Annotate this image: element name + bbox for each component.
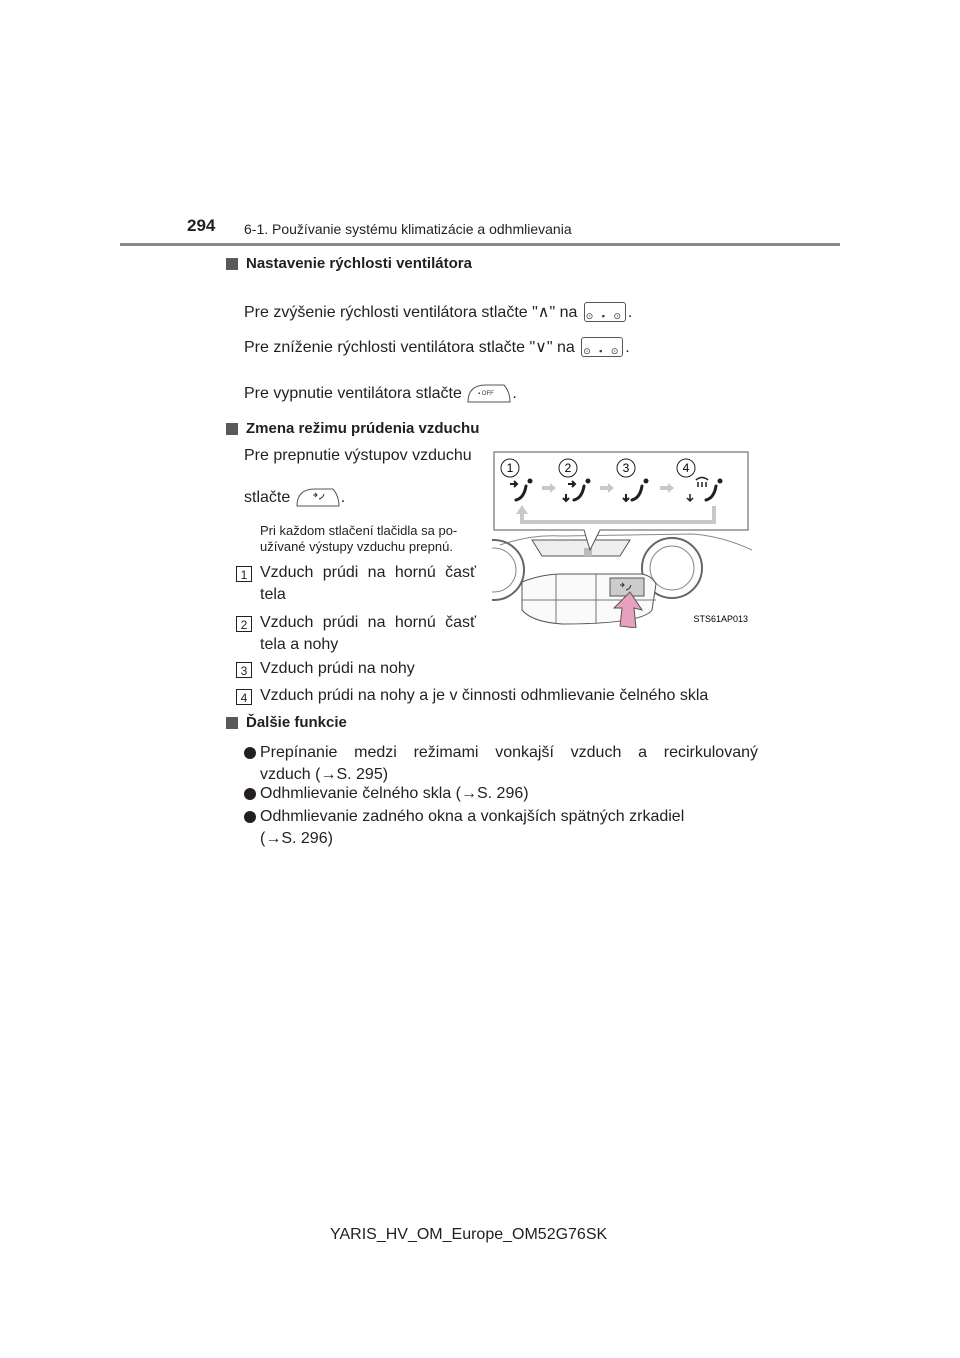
figure-code: STS61AP013 xyxy=(693,614,748,624)
fan-decrease-text: Pre zníženie rýchlosti ventilátora stlačte "∨" na xyxy=(244,339,575,356)
other-bullet-1: Prepínanie medzi režimami vonkajší vzduch a recirkulovaný vzduch (→S. 295) xyxy=(244,742,758,786)
bullet-dot-icon xyxy=(244,811,256,823)
square-bullet-icon xyxy=(226,423,238,435)
fan-off-button-icon xyxy=(466,382,512,404)
fan-speed-button-icon: ⊙ ▪ ⊙ xyxy=(581,337,623,357)
fan-decrease-line: Pre zníženie rýchlosti ventilátora stlačte "∨" na ⊙ ▪ ⊙ . xyxy=(244,339,630,356)
fan-section-heading xyxy=(226,255,472,272)
square-bullet-icon xyxy=(226,258,238,270)
fan-increase-text: Pre zvýšenie rýchlosti ventilátora stlačte "∧" na xyxy=(244,304,578,321)
airflow-mode-button xyxy=(610,578,644,596)
airflow-item-2: Vzduch prúdi na hornú časť tela a nohy xyxy=(260,614,476,653)
other-bullet-3: Odhmlievanie zadného okna a vonkajších spätných zrkadiel (→S. 296) xyxy=(244,806,684,850)
airflow-mode-illustration xyxy=(492,450,752,628)
bullet-dot-icon xyxy=(244,747,256,759)
item-number-badge: 1 xyxy=(236,566,252,582)
airflow-section-heading xyxy=(226,420,479,437)
airflow-intro-line1: Pre prepnutie výstupov vzduchu xyxy=(244,447,472,464)
airflow-item-4: Vzduch prúdi na nohy a je v činnosti odhmlievanie čelného skla xyxy=(260,687,709,704)
chapter-title: 6-1. Používanie systému klimatizácie a odhmlievania xyxy=(244,221,572,237)
svg-text:1: 1 xyxy=(506,461,514,475)
fan-increase-line: Pre zvýšenie rýchlosti ventilátora stlačte "∧" na ⊙ ▪ ⊙ . xyxy=(244,304,633,321)
header-divider xyxy=(120,243,840,246)
item-number-badge: 4 xyxy=(236,689,252,705)
airflow-intro-line2: stlačte . xyxy=(244,486,345,508)
bullet-dot-icon xyxy=(244,788,256,800)
fan-off-text: Pre vypnutie ventilátora stlačte xyxy=(244,385,462,402)
page-number: 294 xyxy=(187,216,216,235)
airflow-item-1: Vzduch prúdi na hornú časť tela xyxy=(260,564,476,603)
fan-section-title: Nastavenie rýchlosti ventilátora xyxy=(246,255,472,272)
airflow-section-title: Zmena režimu prúdenia vzduchu xyxy=(246,420,480,437)
other-bullet-2: Odhmlievanie čelného skla (→S. 296) xyxy=(244,783,529,805)
square-bullet-icon xyxy=(226,717,238,729)
other-section-heading xyxy=(226,714,347,731)
item-number-badge: 3 xyxy=(236,662,252,678)
svg-text:4: 4 xyxy=(682,461,690,475)
other-section-title: Ďalšie funkcie xyxy=(246,714,347,731)
fan-speed-button-icon: ⊙ ▪ ⊙ xyxy=(584,302,626,322)
svg-text:▪ OFF: ▪ OFF xyxy=(478,391,495,397)
item-number-badge: 2 xyxy=(236,616,252,632)
svg-text:2: 2 xyxy=(564,461,572,475)
airflow-item-3: Vzduch prúdi na nohy xyxy=(260,660,415,677)
airflow-note: Pri každom stlačení tlačidla sa po- užívané výstupy vzduchu prepnú. xyxy=(260,523,458,554)
document-footer: YARIS_HV_OM_Europe_OM52G76SK xyxy=(330,1226,608,1243)
svg-text:3: 3 xyxy=(622,461,630,475)
airflow-mode-button-icon xyxy=(295,486,341,508)
fan-off-line: Pre vypnutie ventilátora stlačte ▪ OFF . xyxy=(244,382,517,404)
